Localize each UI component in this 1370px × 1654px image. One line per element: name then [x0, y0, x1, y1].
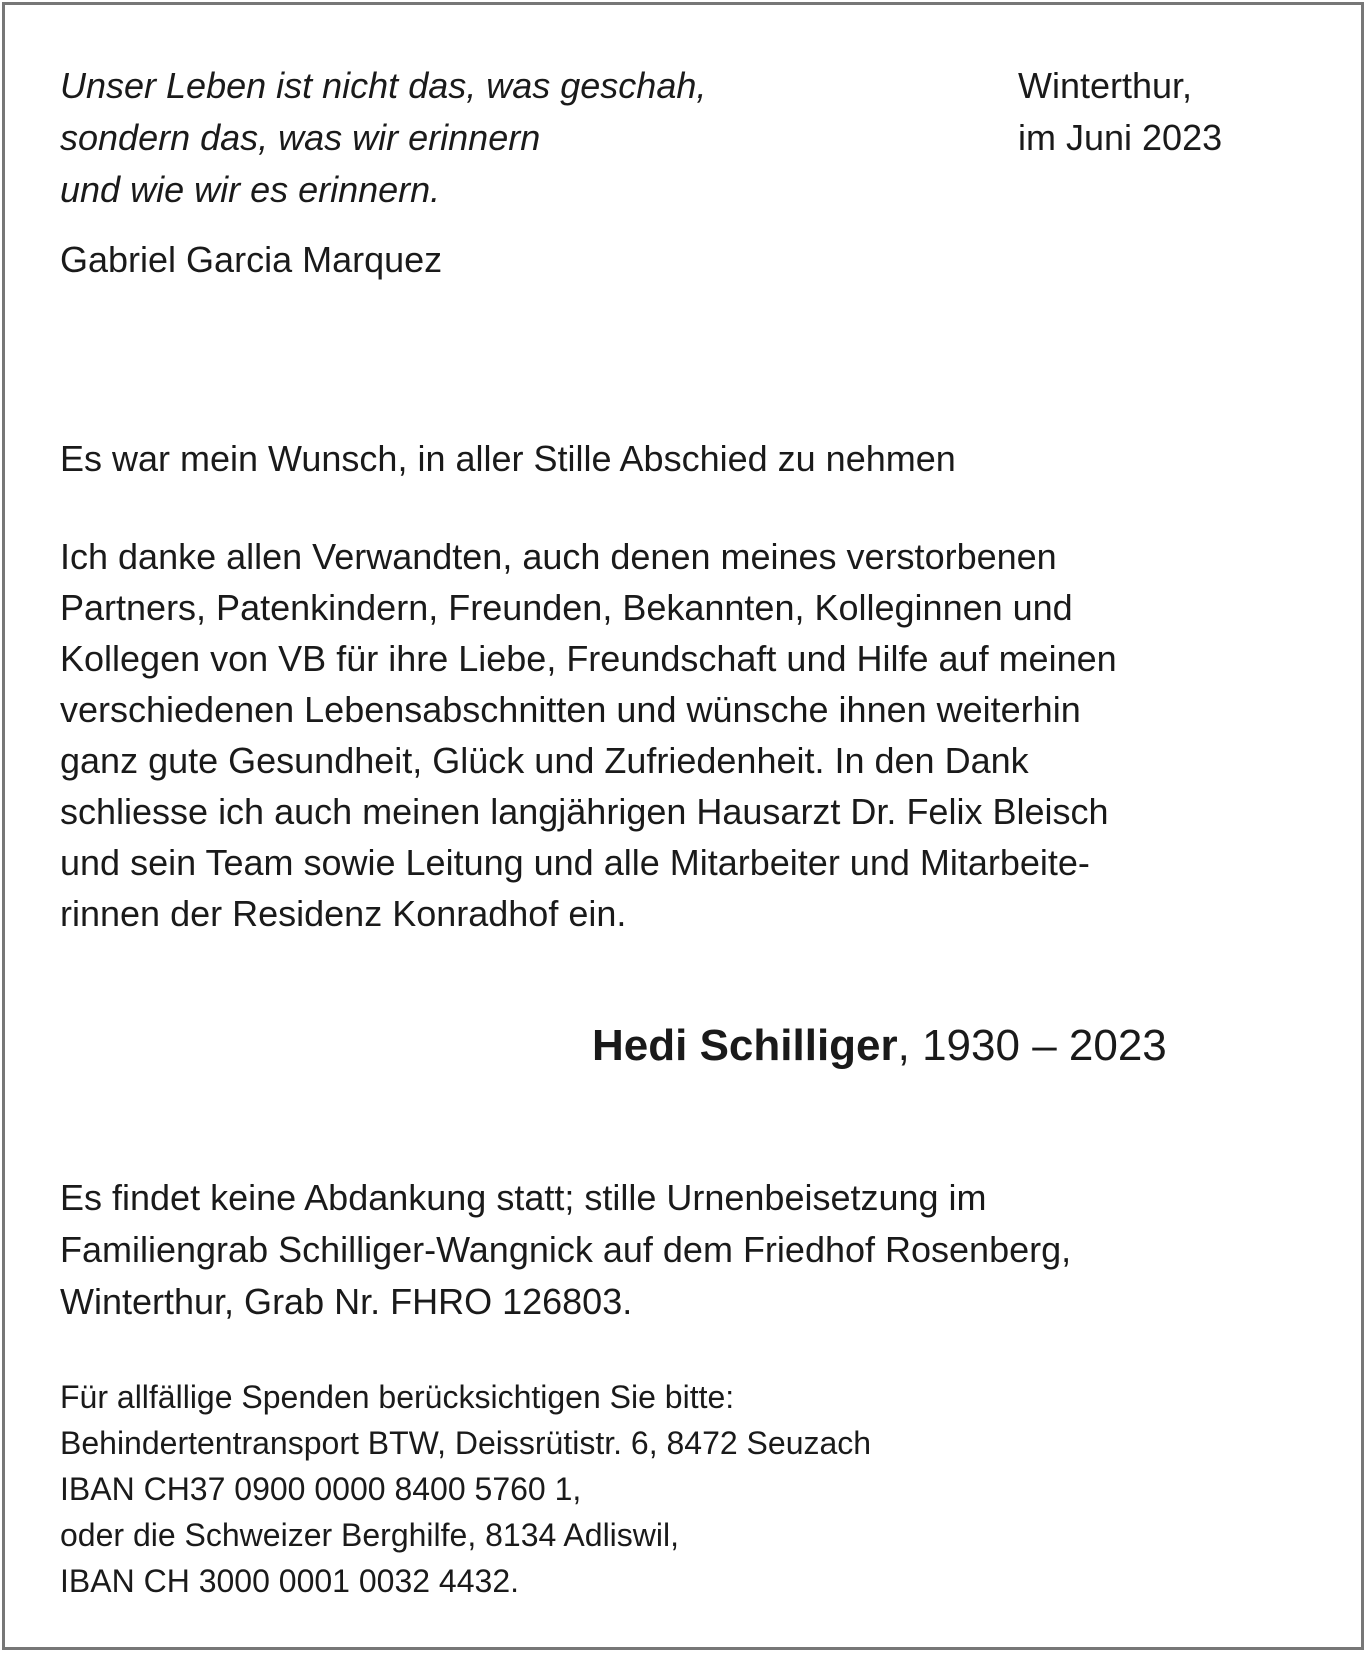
thanks-line: schliesse ich auch meinen langjährigen Hausarzt Dr. Felix Bleisch — [60, 791, 1109, 832]
place-date — [1018, 60, 1222, 164]
quote-line: und wie wir es erinnern. — [60, 169, 441, 210]
quote-line: sondern das, was wir erinnern — [60, 117, 541, 158]
burial-paragraph — [60, 1172, 1071, 1328]
thanks-paragraph — [60, 531, 1117, 939]
burial-line: Familiengrab Schilliger-Wangnick auf dem Friedhof Rosenberg, — [60, 1229, 1072, 1270]
thanks-line: rinnen der Residenz Konradhof ein. — [60, 893, 627, 934]
date-line: im Juni 2023 — [1018, 117, 1223, 158]
place-line: Winterthur, — [1018, 65, 1193, 106]
donation-line: Behindertentransport BTW, Deissrütistr. 6, 8472 Seuzach — [60, 1425, 872, 1461]
donation-line: IBAN CH 3000 0001 0032 4432. — [60, 1563, 519, 1599]
thanks-line: und sein Team sowie Leitung und alle Mitarbeiter und Mitarbeite- — [60, 842, 1090, 883]
thanks-line: verschiedenen Lebensabschnitten und wünsche ihnen weiterhin — [60, 689, 1081, 730]
thanks-line: Kollegen von VB für ihre Liebe, Freundschaft und Hilfe auf meinen — [60, 638, 1117, 679]
life-dates: , 1930 – 2023 — [897, 1021, 1167, 1070]
thanks-line: Ich danke allen Verwandten, auch denen meines verstorbenen — [60, 536, 1057, 577]
quote-author: Gabriel Garcia Marquez — [60, 239, 443, 280]
burial-line: Winterthur, Grab Nr. FHRO 126803. — [60, 1281, 633, 1322]
donation-line: oder die Schweizer Berghilfe, 8134 Adliswil, — [60, 1517, 679, 1553]
burial-line: Es findet keine Abdankung statt; stille Urnenbeisetzung im — [60, 1177, 987, 1218]
donation-line: IBAN CH37 0900 0000 8400 5760 1, — [60, 1471, 582, 1507]
quote-line: Unser Leben ist nicht das, was geschah, — [60, 65, 707, 106]
donations-paragraph — [60, 1374, 871, 1604]
farewell-wish: Es war mein Wunsch, in aller Stille Abschied zu nehmen — [60, 438, 956, 479]
thanks-line: Partners, Patenkindern, Freunden, Bekannten, Kolleginnen und — [60, 587, 1073, 628]
donation-line: Für allfällige Spenden berücksichtigen Sie bitte: — [60, 1379, 735, 1415]
thanks-line: ganz gute Gesundheit, Glück und Zufriedenheit. In den Dank — [60, 740, 1029, 781]
deceased-name-line — [592, 1016, 1167, 1076]
deceased-name: Hedi Schilliger — [592, 1021, 898, 1070]
epigraph-quote — [60, 60, 706, 216]
